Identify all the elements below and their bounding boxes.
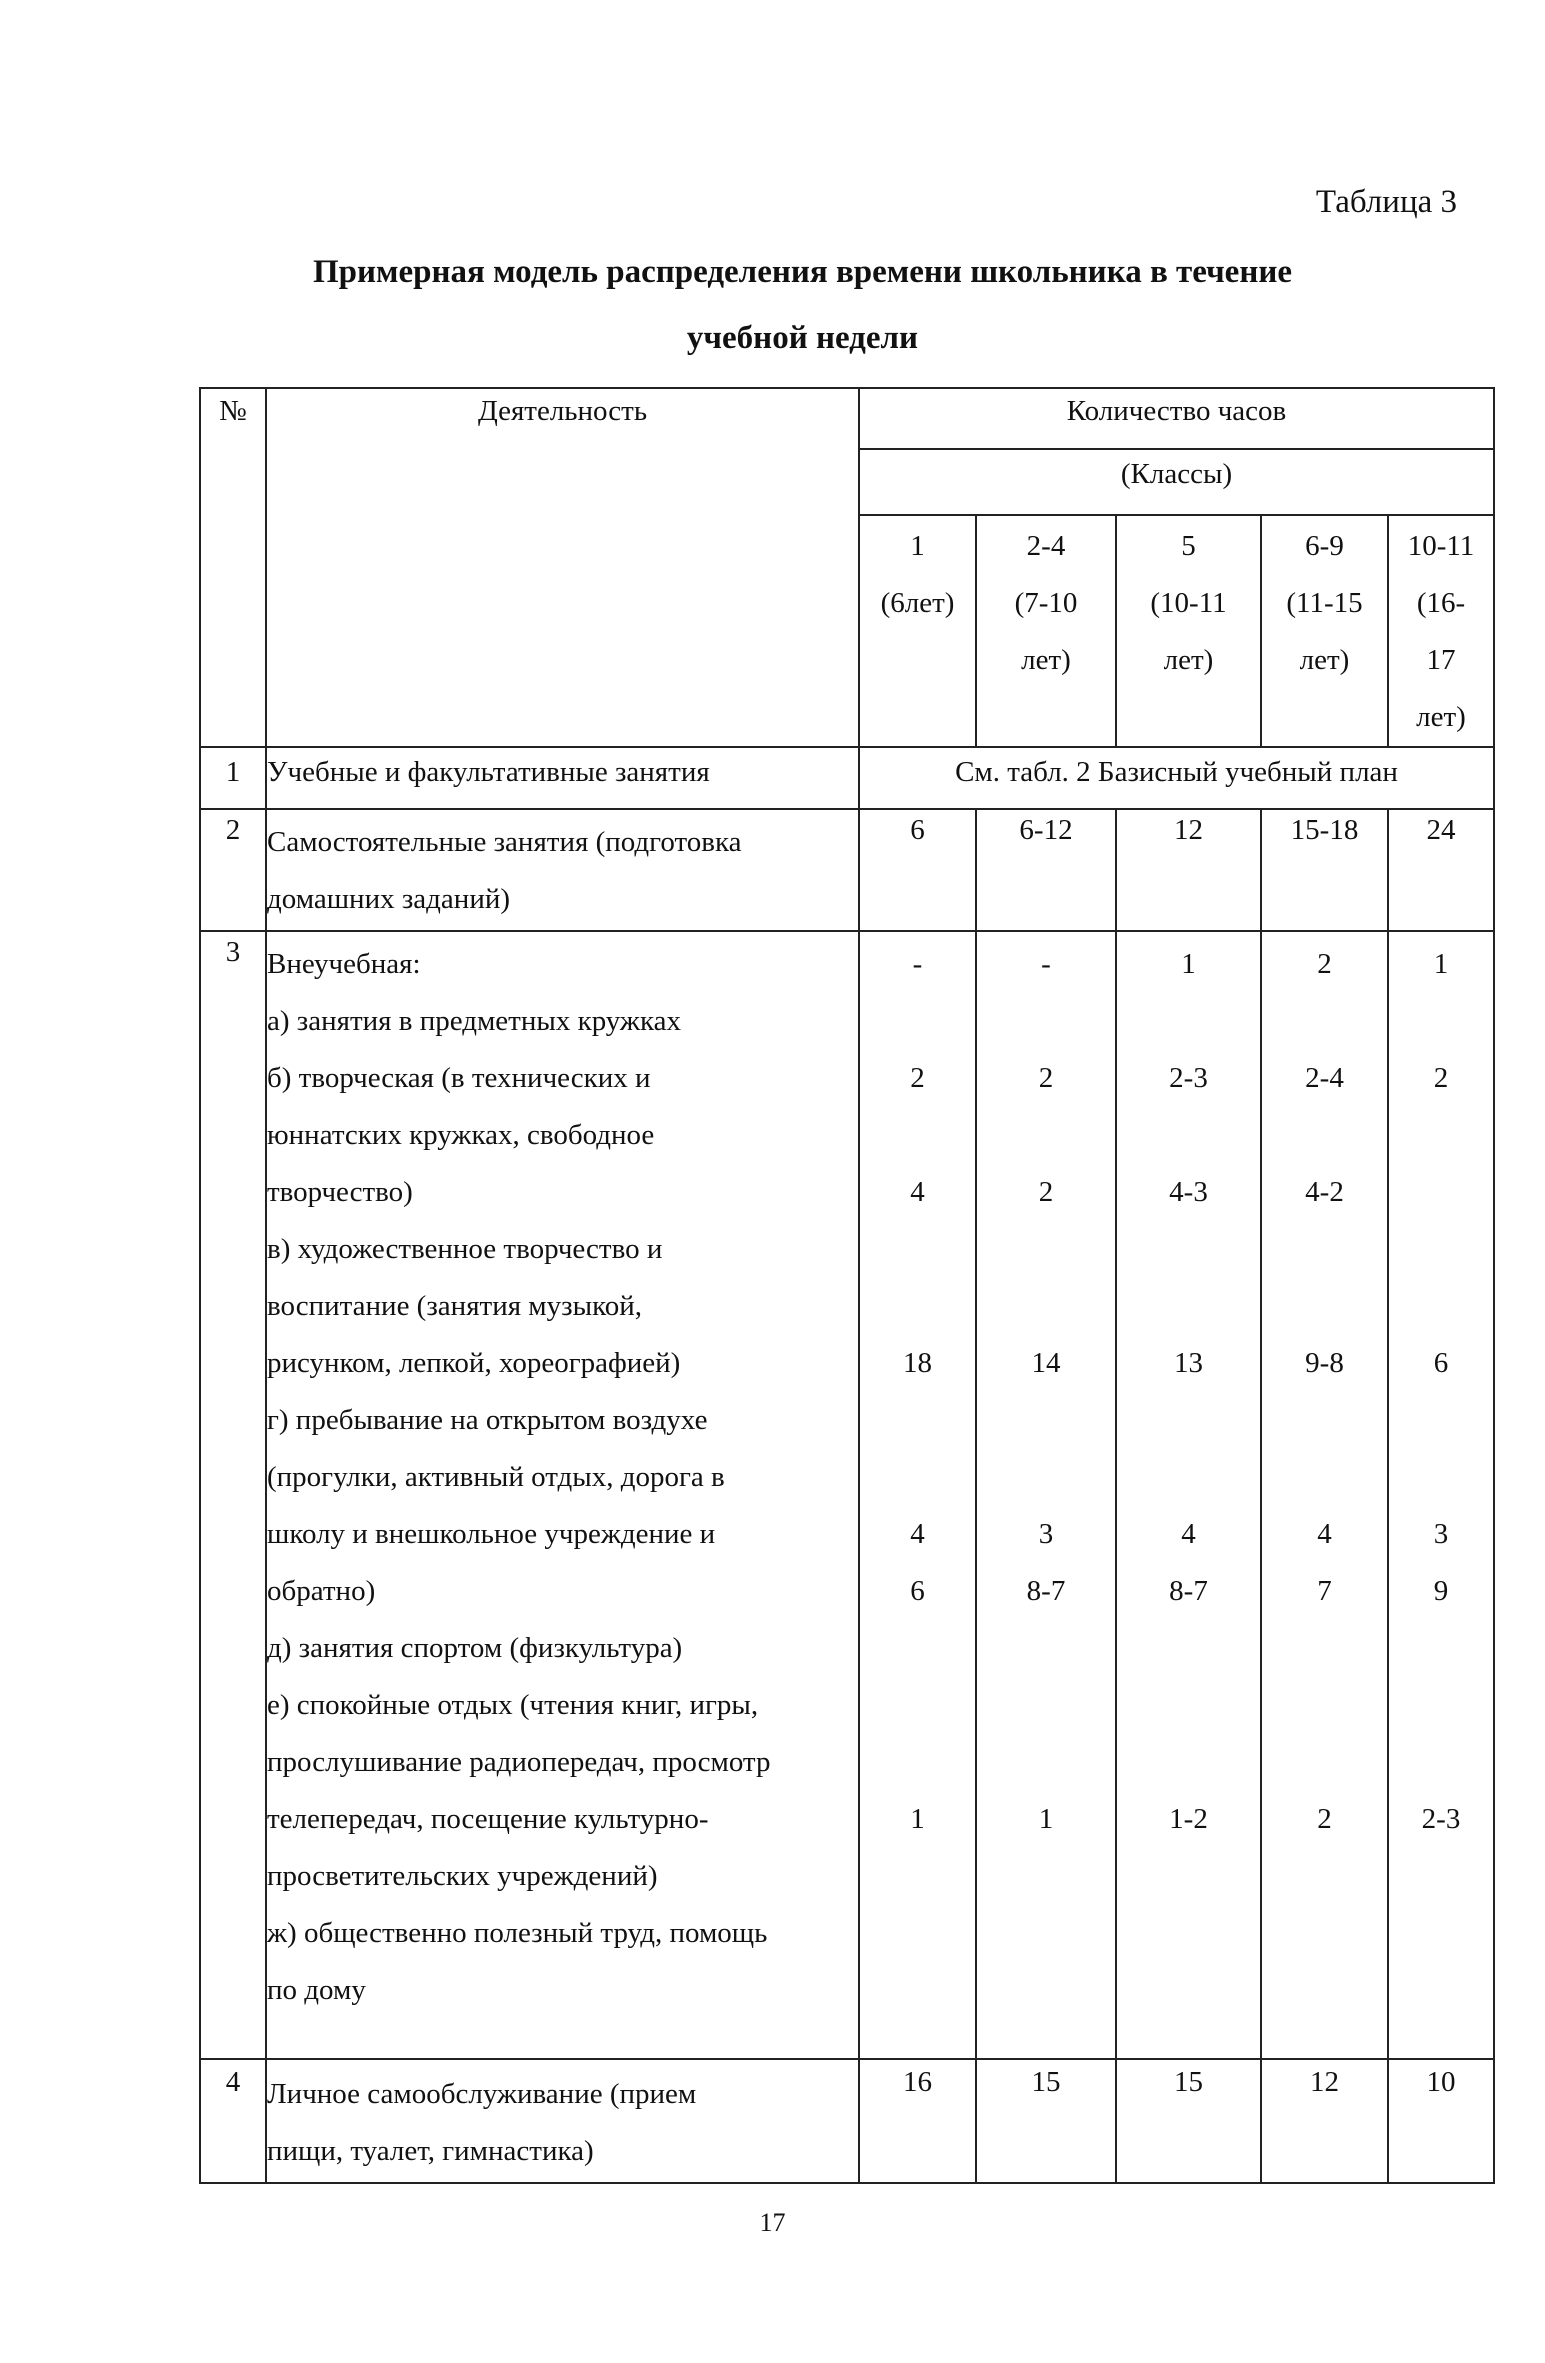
header-col-2: 2-4 (7-10 лет) <box>976 515 1116 747</box>
header-hours: Количество часов <box>859 388 1494 449</box>
row-value: 12 <box>1261 2059 1388 2183</box>
row-num: 3 <box>200 931 266 2059</box>
table-label: Таблица 3 <box>1315 184 1457 220</box>
table-row <box>200 809 1494 931</box>
table-row <box>200 2059 1494 2183</box>
row-note: См. табл. 2 Базисный учебный план <box>859 747 1494 809</box>
header-activity: Деятельность <box>266 388 859 747</box>
row-num: 2 <box>200 809 266 931</box>
row-value: 10 <box>1388 2059 1494 2183</box>
row-values-col-2: - 2 2 14 3 8-7 1 <box>976 931 1116 2059</box>
row-values-col-5: 1 2 6 3 9 2-3 <box>1388 931 1494 2059</box>
row-value: 15 <box>976 2059 1116 2183</box>
row-values-col-4: 2 2-4 4-2 9-8 4 7 2 <box>1261 931 1388 2059</box>
row-values-col-3: 1 2-3 4-3 13 4 8-7 1-2 <box>1116 931 1261 2059</box>
row-value: 24 <box>1388 809 1494 931</box>
row-value: 12 <box>1116 809 1261 931</box>
row-value: 15-18 <box>1261 809 1388 931</box>
header-col-4: 6-9 (11-15 лет) <box>1261 515 1388 747</box>
header-col-3: 5 (10-11 лет) <box>1116 515 1261 747</box>
row-activity: Личное самообслуживание (прием пищи, туалет, гимнастика) <box>266 2059 859 2183</box>
time-distribution-table <box>199 387 1495 2184</box>
row-activity: Внеучебная: а) занятия в предметных кружках б) творческая (в технических и юннатских кружках, свободное творчество) в) художественное творчество и воспитание (занятия музыкой, рисунком, лепкой, хореографией) г) пребывание на открытом воздухе (прогулки, активный отдых, дорога в школу и внешкольное учреждение и обратно) д) занятия спортом (физкультура) е) спокойные отдых (чтения книг, игры, прослушивание радиопередач, просмотр телепередач, посещение культурно- просветительских учреждений) ж) общественно полезный труд, помощь по дому <box>266 931 859 2059</box>
row-value: 15 <box>1116 2059 1261 2183</box>
row-activity: Самостоятельные занятия (подготовка домашних заданий) <box>266 809 859 931</box>
header-col-5: 10-11 (16- 17 лет) <box>1388 515 1494 747</box>
row-activity: Учебные и факультативные занятия <box>266 747 859 809</box>
header-col-1: 1 (6лет) <box>859 515 976 747</box>
page-number: 17 <box>759 2208 786 2237</box>
document-title-line2: учебной недели <box>686 320 919 356</box>
row-value: 6-12 <box>976 809 1116 931</box>
header-num: № <box>200 388 266 747</box>
row-num: 4 <box>200 2059 266 2183</box>
row-value: 6 <box>859 809 976 931</box>
document-title-line1: Примерная модель распределения времени школьника в течение <box>312 254 1292 290</box>
row-num: 1 <box>200 747 266 809</box>
header-classes: (Классы) <box>859 449 1494 515</box>
header-row <box>200 388 1494 449</box>
row-value: 16 <box>859 2059 976 2183</box>
table-row <box>200 747 1494 809</box>
table-row <box>200 931 1494 2059</box>
row-values-col-1: - 2 4 18 4 6 1 <box>859 931 976 2059</box>
